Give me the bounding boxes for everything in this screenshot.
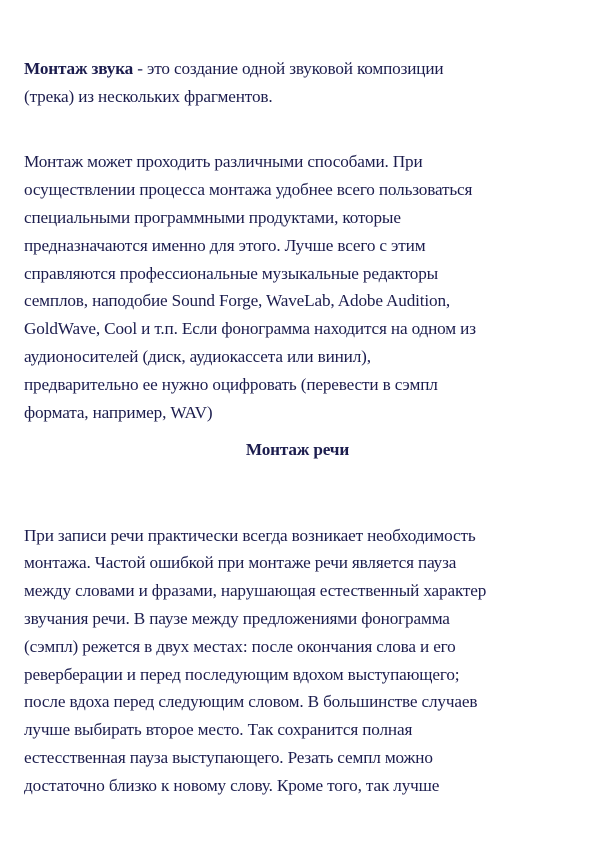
- paragraph2-line: монтажа. Частой ошибкой при монтаже речи является пауза: [24, 553, 457, 572]
- paragraph1-line: GoldWave, Cool и т.п. Если фонограмма находится на одном из: [24, 319, 476, 338]
- paragraph1-line: Монтаж может проходить различными способами. При: [24, 152, 423, 171]
- paragraph1-line: предварительно ее нужно оцифровать (перевести в сэмпл: [24, 375, 438, 394]
- intro-term: Монтаж звука: [24, 59, 134, 78]
- intro-line-2: (трека) из нескольких фрагментов.: [24, 87, 273, 106]
- intro-definition: - это создание одной звуковой композиции: [133, 59, 444, 78]
- paragraph2-line: достаточно близко к новому слову. Кроме того, так лучше: [24, 776, 440, 795]
- paragraph2-line: При записи речи практически всегда возникает необходимость: [24, 526, 476, 545]
- paragraph1-line: аудионосителей (диск, аудиокассета или винил),: [24, 347, 371, 366]
- paragraph1-line: справляются профессиональные музыкальные редакторы: [24, 264, 439, 283]
- paragraph2-line: (сэмпл) режется в двух местах: после окончания слова и его: [24, 637, 456, 656]
- paragraph1-line: специальными программными продуктами, которые: [24, 208, 401, 227]
- intro-line-1: [24, 59, 443, 79]
- section-heading: Монтаж речи: [245, 440, 350, 459]
- paragraph1-line: осуществлении процесса монтажа удобнее всего пользоваться: [24, 180, 473, 199]
- paragraph2-line: звучания речи. В паузе между предложениями фонограмма: [24, 609, 450, 628]
- paragraph1-line: семплов, наподобие Sound Forge, WaveLab, Adobe Audition,: [24, 291, 451, 310]
- paragraph2-line: реверберации и перед последующим вдохом выступающего;: [24, 665, 460, 684]
- paragraph2-line: между словами и фразами, нарушающая естественный характер: [24, 581, 487, 600]
- paragraph2-line: естесственная пауза выступающего. Резать семпл можно: [24, 748, 433, 767]
- paragraph2-line: лучше выбирать второе место. Так сохранится полная: [24, 720, 413, 739]
- paragraph2-line: после вдоха перед следующим словом. В большинстве случаев: [24, 692, 478, 711]
- paragraph1-line: формата, например, WAV): [24, 403, 213, 422]
- paragraph1-line: предназначаются именно для этого. Лучше всего с этим: [24, 236, 426, 255]
